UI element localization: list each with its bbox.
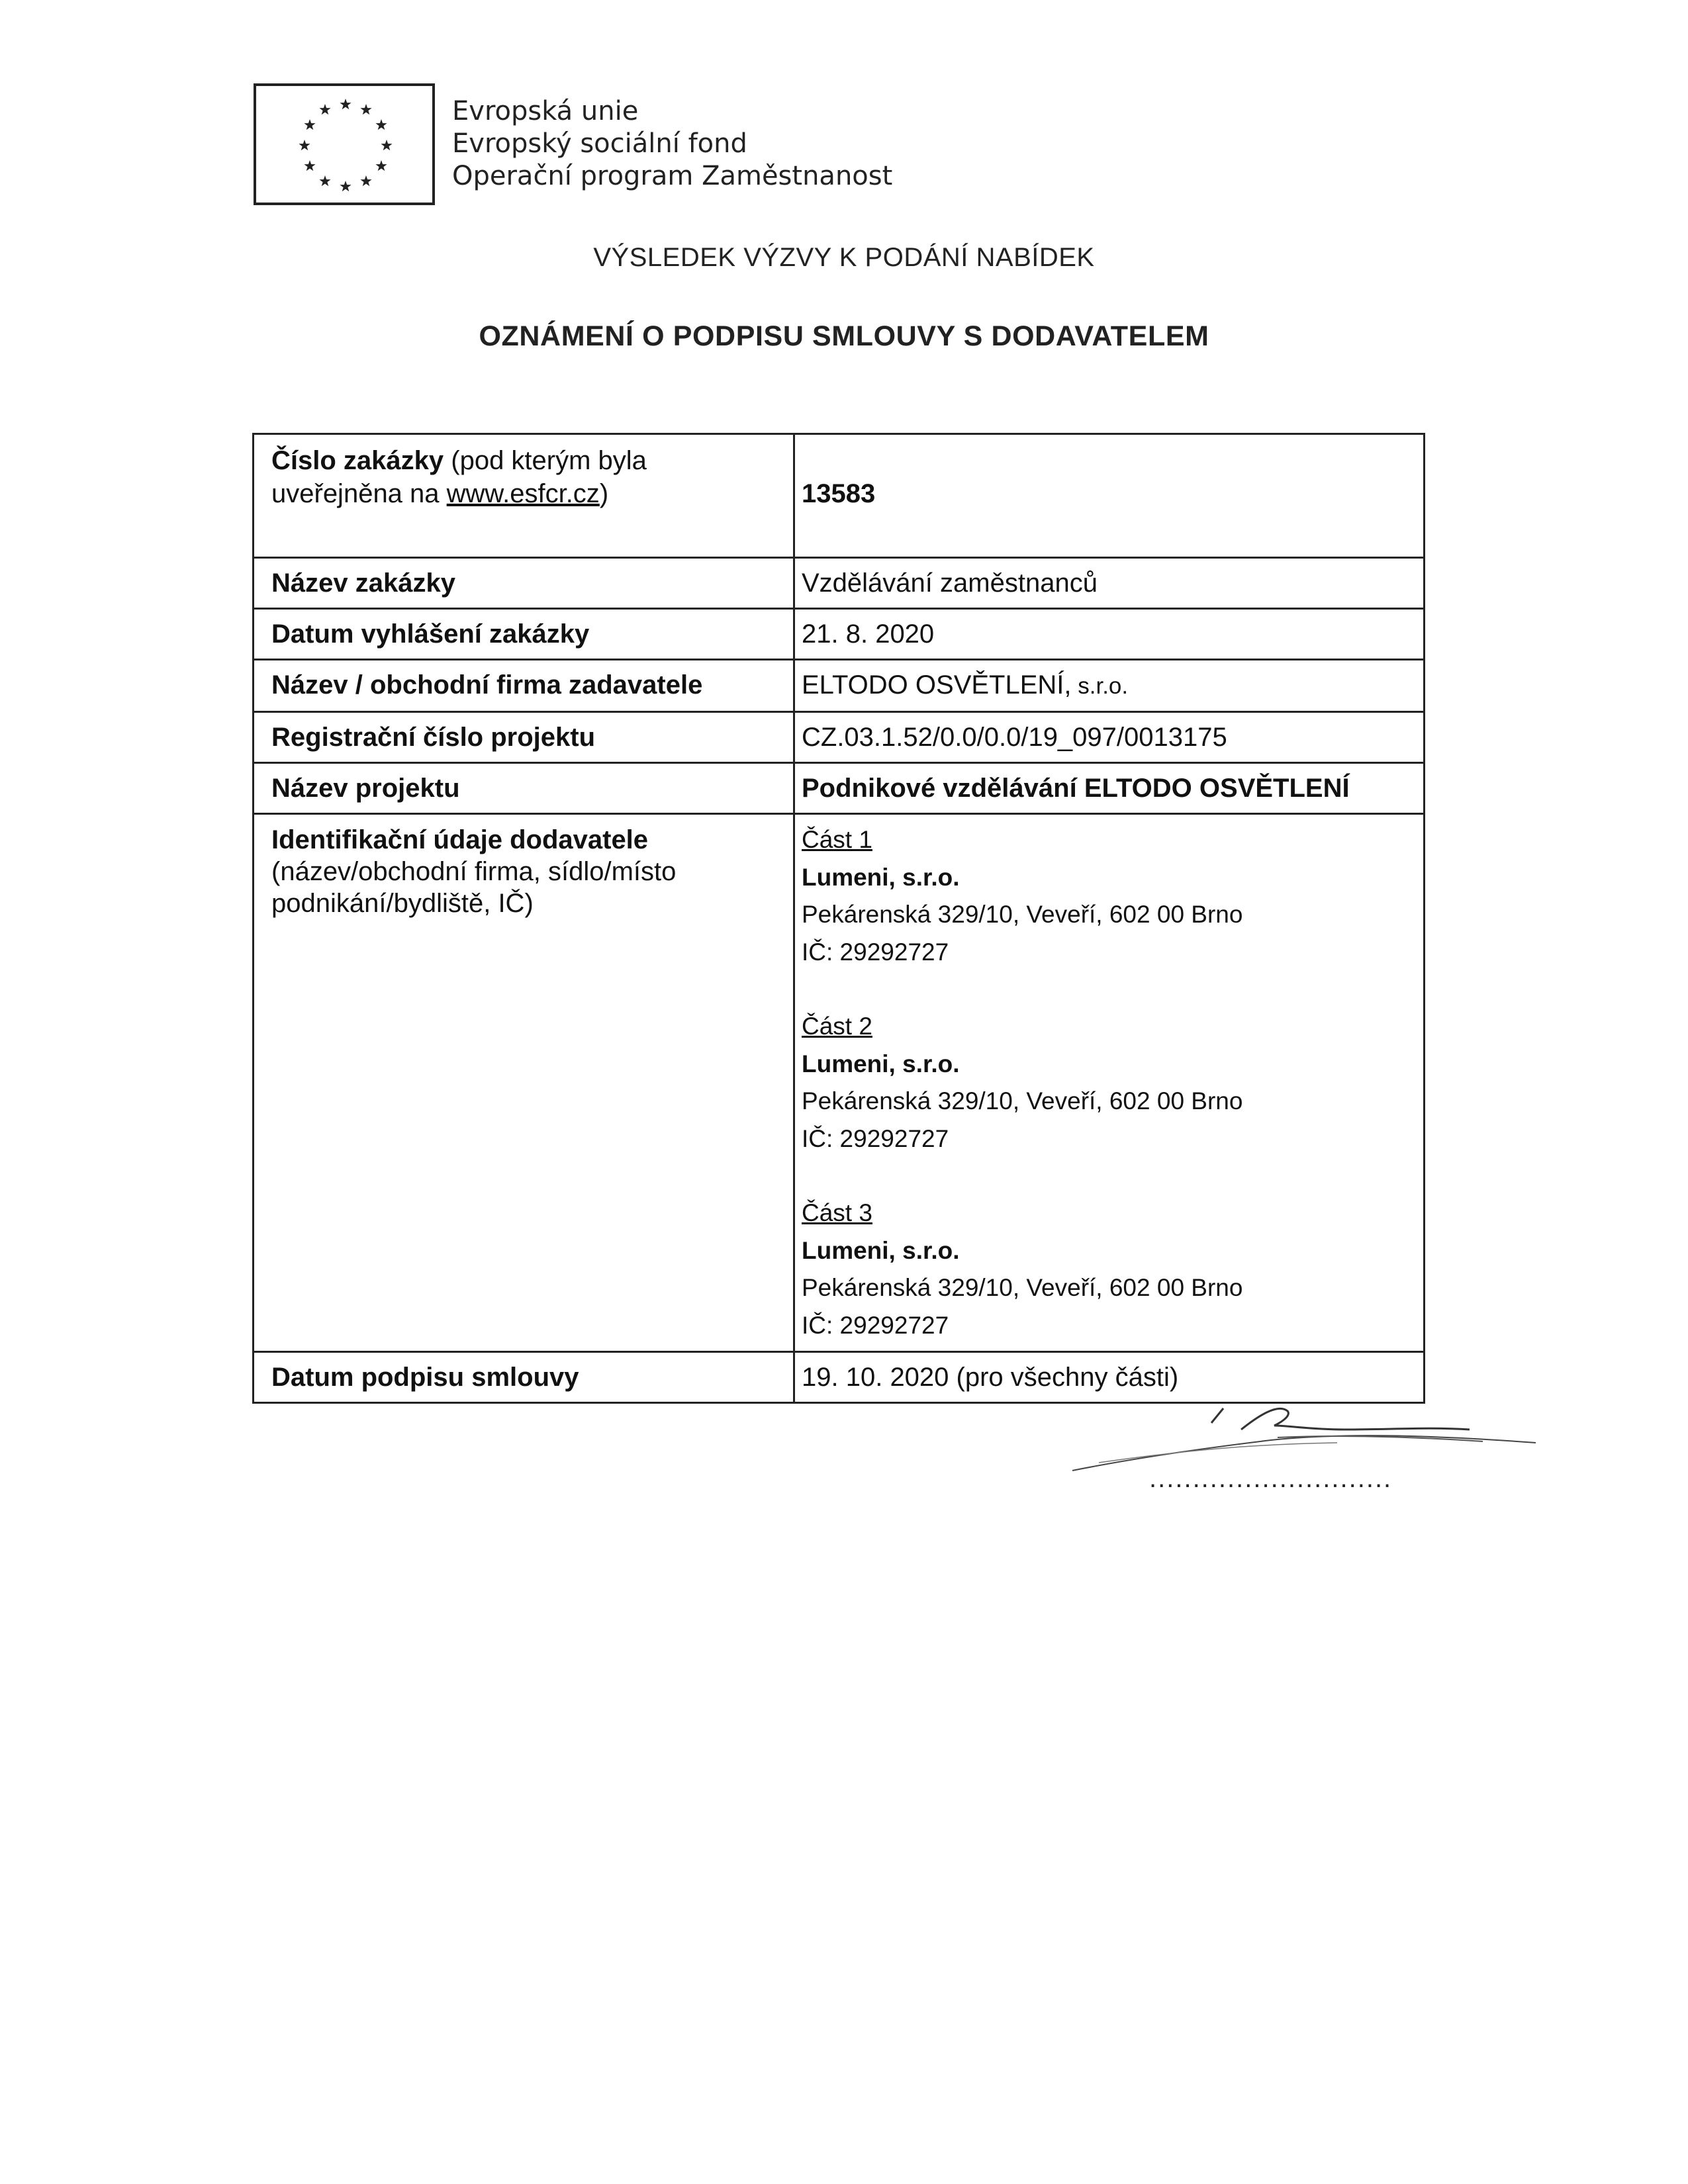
- supplier-name: Lumeni, s.r.o.: [802, 1050, 960, 1077]
- table-row-project-registration: [254, 712, 1425, 763]
- contract-number-label-rest: (pod kterým byla: [444, 446, 647, 475]
- project-name-label: Název projektu: [254, 763, 794, 814]
- logo-line-esf: Evropský sociální fond: [452, 128, 747, 159]
- logo-line-eu: Evropská unie: [452, 96, 639, 126]
- supplier-name: Lumeni, s.r.o.: [802, 863, 960, 891]
- esfcr-link[interactable]: www.esfcr.cz: [446, 479, 600, 508]
- supplier-label-sub-2: podnikání/bydliště, IČ): [271, 889, 534, 918]
- table-row-contracting-authority: [254, 660, 1425, 712]
- signing-date-value: 19. 10. 2020 (pro všechny části): [794, 1352, 1425, 1403]
- signing-date-label: Datum podpisu smlouvy: [254, 1352, 794, 1403]
- supplier-address: Pekárenská 329/10, Veveří, 602 00 Brno: [802, 1087, 1243, 1115]
- supplier-name: Lumeni, s.r.o.: [802, 1236, 960, 1264]
- page-title: OZNÁMENÍ O PODPISU SMLOUVY S DODAVATELEM: [479, 320, 1209, 352]
- supplier-label-sub-1: (název/obchodní firma, sídlo/místo: [271, 857, 677, 886]
- supplier-ic: IČ: 29292727: [802, 1124, 949, 1152]
- part-title: Část 2: [802, 1013, 872, 1040]
- part-title: Část 3: [802, 1199, 872, 1226]
- supplier-ic: IČ: 29292727: [802, 1311, 949, 1339]
- table-row-supplier: [254, 814, 1425, 1352]
- contract-number-value: 13583: [794, 434, 1425, 558]
- contract-number-label-bold: Číslo zakázky: [271, 446, 444, 475]
- supplier-ic: IČ: 29292727: [802, 938, 949, 966]
- project-name-value: Podnikové vzdělávání ELTODO OSVĚTLENÍ: [794, 763, 1425, 814]
- announcement-date-label: Datum vyhlášení zakázky: [254, 609, 794, 660]
- contract-number-label-rest-2: uveřejněna na: [271, 479, 447, 508]
- project-registration-label: Registrační číslo projektu: [254, 712, 794, 763]
- signature-line: ............................: [1149, 1464, 1393, 1493]
- contract-number-label-rest-3: ): [599, 479, 609, 508]
- header-logo: [254, 83, 915, 208]
- supplier-label-main: Identifikační údaje dodavatele: [271, 825, 649, 854]
- pre-title: VÝSLEDEK VÝZVY K PODÁNÍ NABÍDEK: [593, 243, 1095, 272]
- contracting-authority-label: Název / obchodní firma zadavatele: [254, 660, 794, 712]
- eu-flag-icon: [254, 83, 435, 205]
- supplier-part-1: [802, 821, 1406, 971]
- table-row-contract-number: [254, 434, 1425, 558]
- contract-number-label: [254, 434, 794, 558]
- table-row-contract-name: [254, 558, 1425, 609]
- logo-text: [452, 95, 892, 193]
- contracting-authority-value: [794, 660, 1425, 712]
- supplier-part-3: [802, 1195, 1406, 1344]
- supplier-label: [254, 814, 794, 1352]
- logo-line-program: Operační program Zaměstnanost: [452, 161, 893, 191]
- table-row-announcement-date: [254, 609, 1425, 660]
- supplier-address: Pekárenská 329/10, Veveří, 602 00 Brno: [802, 901, 1243, 928]
- supplier-value: [794, 814, 1425, 1352]
- table-row-project-name: [254, 763, 1425, 814]
- contract-name-value: Vzdělávání zaměstnanců: [794, 558, 1425, 609]
- table-row-signing-date: [254, 1352, 1425, 1403]
- part-title: Část 1: [802, 826, 872, 853]
- announcement-date-value: 21. 8. 2020: [794, 609, 1425, 660]
- contract-info-table: [252, 433, 1425, 1404]
- contracting-authority-main: ELTODO OSVĚTLENÍ,: [802, 670, 1072, 700]
- supplier-part-2: [802, 1008, 1406, 1158]
- project-registration-value: CZ.03.1.52/0.0/0.0/19_097/0013175: [794, 712, 1425, 763]
- supplier-address: Pekárenská 329/10, Veveří, 602 00 Brno: [802, 1274, 1243, 1301]
- contract-name-label: Název zakázky: [254, 558, 794, 609]
- contracting-authority-suffix: s.r.o.: [1071, 673, 1129, 699]
